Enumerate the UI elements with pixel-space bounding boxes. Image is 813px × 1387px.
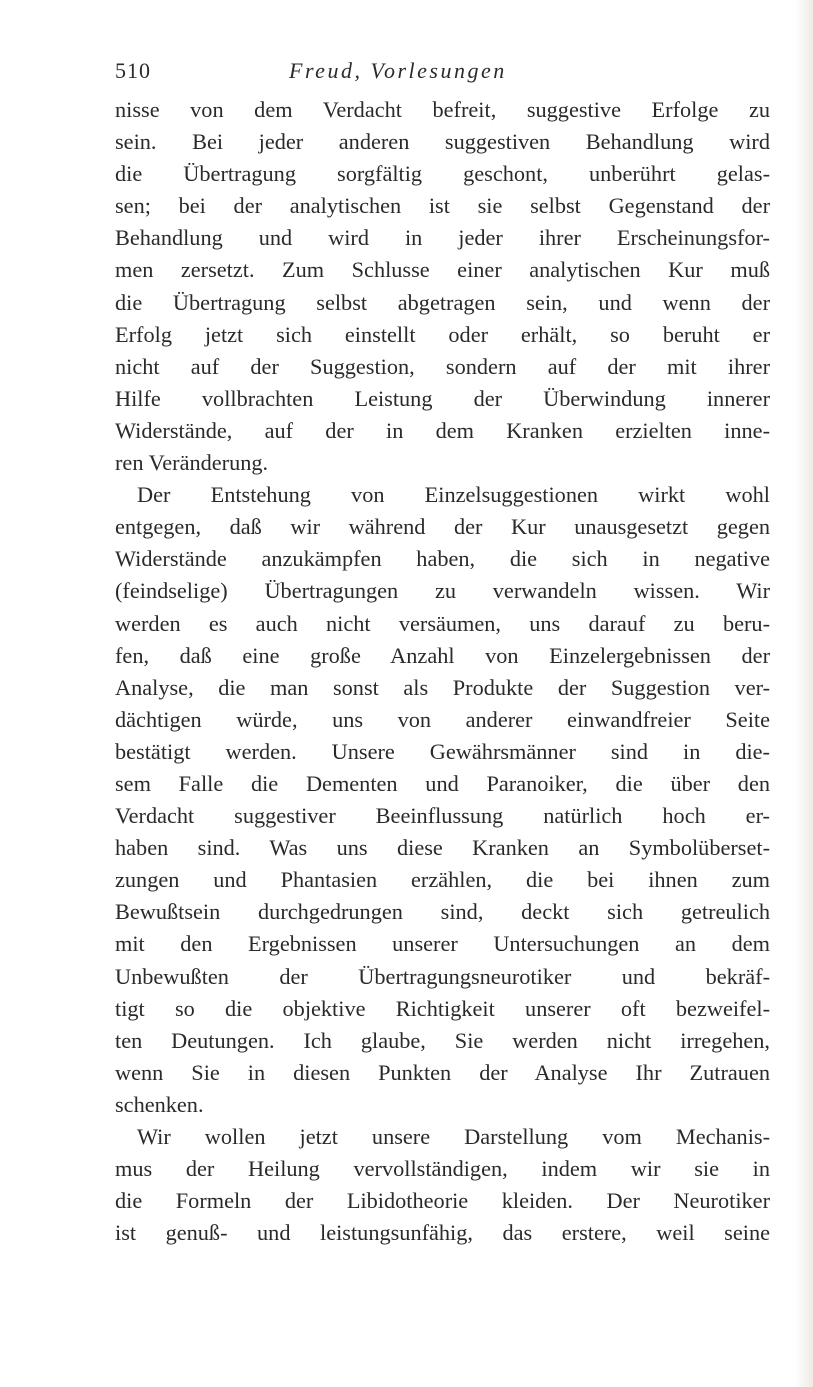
running-head: Freud, Vorlesungen xyxy=(289,58,507,83)
text-line: Verdacht suggestiver Beeinflussung natürlich hoch er- xyxy=(115,803,770,829)
text-line: wenn Sie in diesen Punkten der Analyse Ihr Zutrauen xyxy=(115,1059,770,1085)
text-line: Unbewußten der Übertragungsneurotiker und bekräf- xyxy=(115,963,770,989)
text-line: (feindselige) Übertragungen zu verwandeln wissen. Wir xyxy=(115,578,770,604)
text-line: dächtigen würde, uns von anderer einwandfreier Seite xyxy=(115,706,770,732)
text-line: Erfolg jetzt sich einstellt oder erhält, so beruht er xyxy=(115,321,770,347)
text-line: ren Veränderung. xyxy=(115,450,269,476)
text-line: Bewußtsein durchgedrungen sind, deckt sich getreulich xyxy=(115,899,770,925)
text-line: nisse von dem Verdacht befreit, suggestive Erfolge zu xyxy=(115,97,770,122)
text-line: haben sind. Was uns diese Kranken an Symbolüberset- xyxy=(115,835,770,861)
body-text xyxy=(115,94,770,1249)
text-line: entgegen, daß wir während der Kur unausgesetzt gegen xyxy=(115,514,770,540)
page-number: 510 xyxy=(115,58,151,83)
text-line: mus der Heilung vervollständigen, indem wir sie in xyxy=(115,1156,770,1182)
text-line: ten Deutungen. Ich glaube, Sie werden nicht irregehen, xyxy=(115,1027,770,1053)
text-line: die Übertragung sorgfältig geschont, unberührt gelas- xyxy=(115,161,770,187)
text-line: mit den Ergebnissen unserer Untersuchungen an dem xyxy=(115,931,770,957)
text-line: sen; bei der analytischen ist sie selbst Gegenstand der xyxy=(115,193,770,219)
text-line: Hilfe vollbrachten Leistung der Überwindung innerer xyxy=(115,385,770,411)
text-line: Widerstände anzukämpfen haben, die sich in negative xyxy=(115,546,770,572)
text-line: tigt so die objektive Richtigkeit unserer oft bezweifel- xyxy=(115,995,770,1021)
text-line: Wir wollen jetzt unsere Darstellung vom Mechanis- xyxy=(137,1124,770,1149)
text-line: bestätigt werden. Unsere Gewährsmänner sind in die- xyxy=(115,738,770,764)
text-line: ist genuß- und leistungsunfähig, das erstere, weil seine xyxy=(115,1220,770,1246)
text-line: men zersetzt. Zum Schlusse einer analytischen Kur muß xyxy=(115,257,770,283)
text-line: die Übertragung selbst abgetragen sein, und wenn der xyxy=(115,289,770,315)
text-line: werden es auch nicht versäumen, uns darauf zu beru- xyxy=(115,610,770,636)
text-line: Analyse, die man sonst als Produkte der Suggestion ver- xyxy=(115,674,770,700)
text-line: nicht auf der Suggestion, sondern auf der mit ihrer xyxy=(115,353,770,379)
text-line: zungen und Phantasien erzählen, die bei ihnen zum xyxy=(115,867,770,893)
page-header xyxy=(115,58,755,92)
text-line: sein. Bei jeder anderen suggestiven Behandlung wird xyxy=(115,129,770,155)
text-line: schenken. xyxy=(115,1091,204,1117)
text-line: sem Falle die Dementen und Paranoiker, die über den xyxy=(115,770,770,796)
text-line: Der Entstehung von Einzelsuggestionen wirkt wohl xyxy=(137,482,770,508)
text-line: die Formeln der Libidotheorie kleiden. Der Neurotiker xyxy=(115,1188,770,1214)
text-line: fen, daß eine große Anzahl von Einzelergebnissen der xyxy=(115,642,770,668)
text-line: Widerstände, auf der in dem Kranken erzielten inne- xyxy=(115,417,770,443)
text-line: Behandlung und wird in jeder ihrer Erscheinungsfor- xyxy=(115,225,770,251)
